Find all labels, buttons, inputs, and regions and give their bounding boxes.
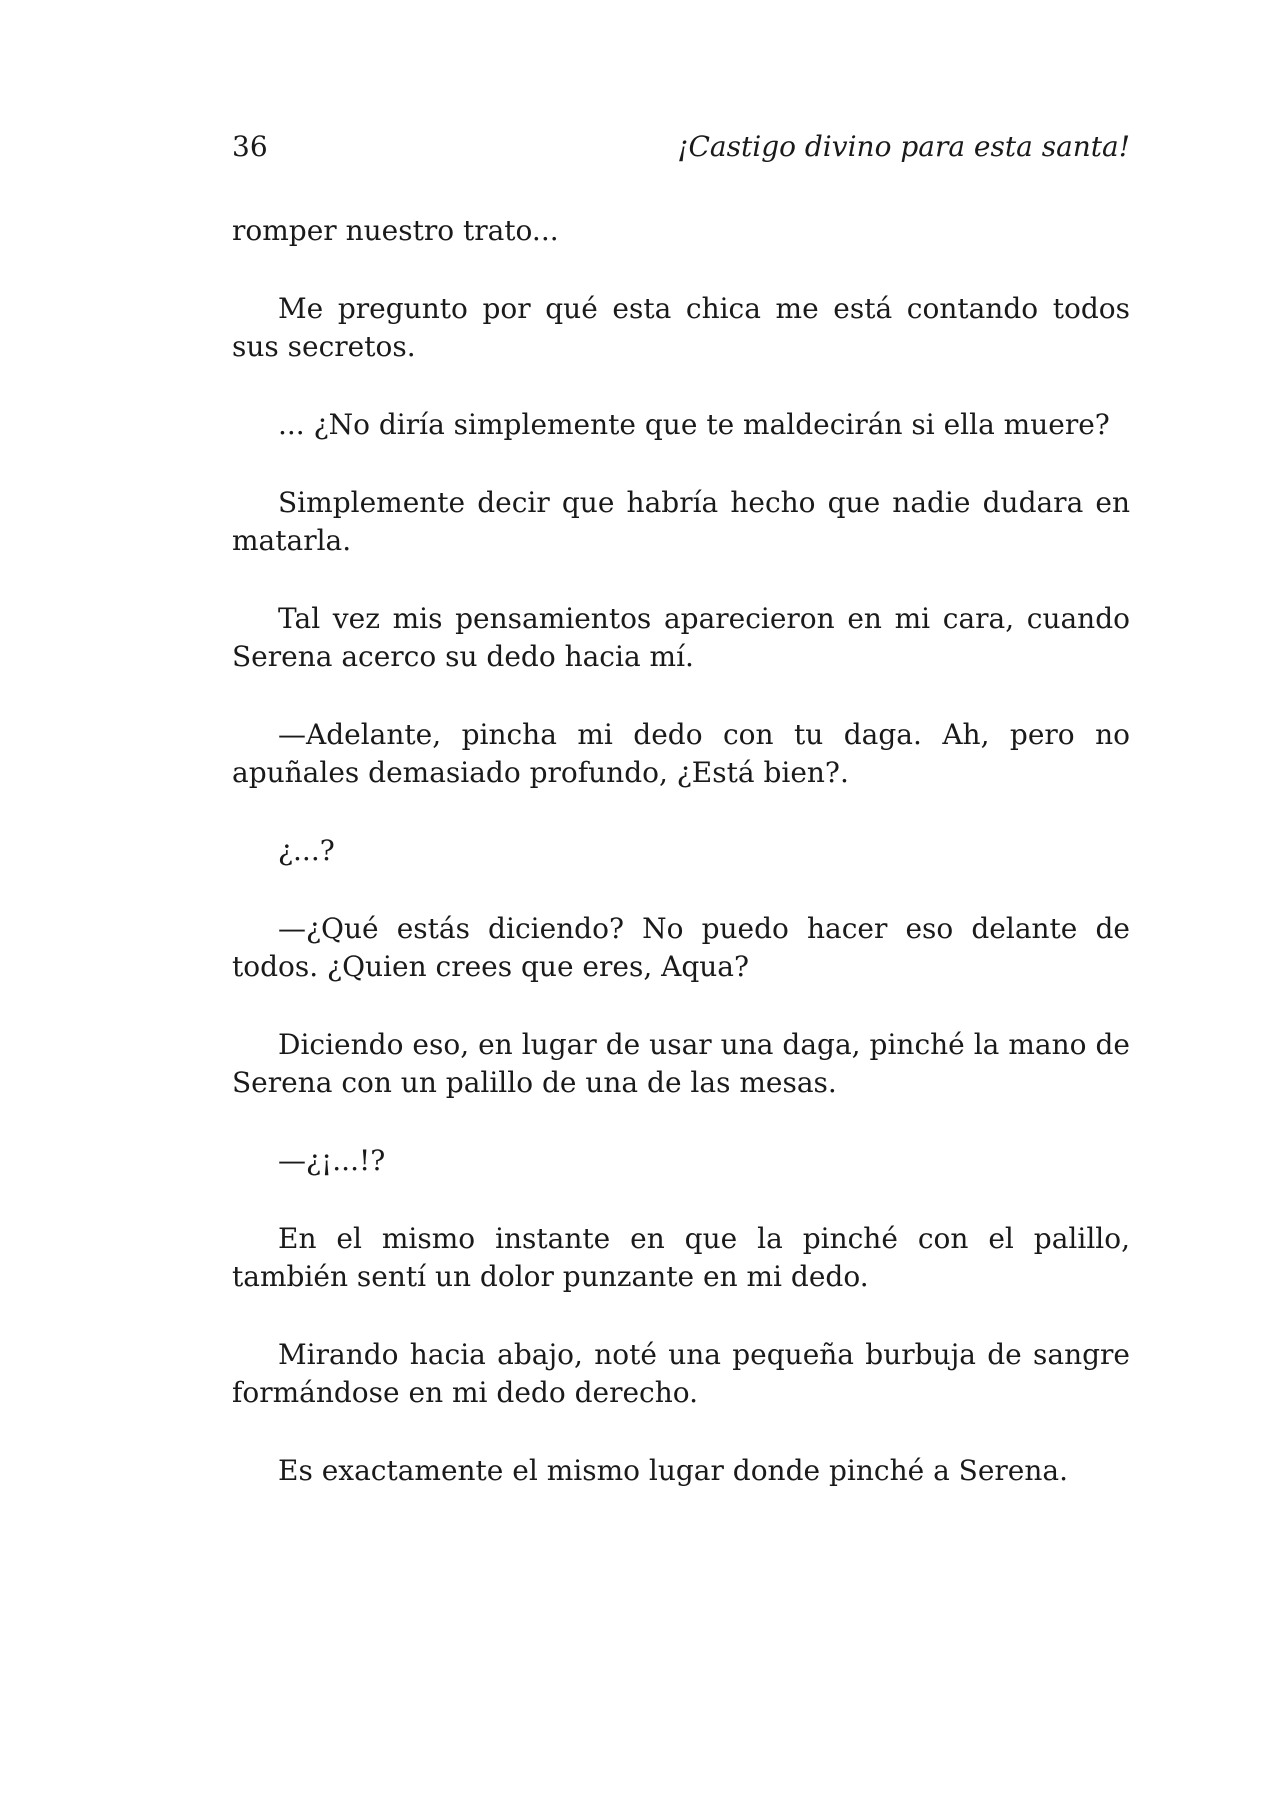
page-header: [232, 130, 1130, 170]
paragraph: ... ¿No diría simplemente que te maldecirán si ella muere?: [278, 408, 1110, 441]
paragraph: Mirando hacia abajo, noté una pequeña burbuja de sangre formándose en mi dedo derecho.: [232, 1338, 1130, 1409]
page-body: [232, 212, 1130, 1490]
paragraph: romper nuestro trato...: [232, 214, 559, 247]
book-page: [232, 130, 1130, 1530]
running-title: ¡Castigo divino para esta santa!: [677, 130, 1130, 163]
paragraph: ¿...?: [278, 834, 335, 867]
paragraph: Tal vez mis pensamientos aparecieron en mi cara, cuando Serena acerco su dedo hacia mí.: [232, 602, 1130, 673]
page-number: 36: [232, 130, 268, 163]
paragraph: Diciendo eso, en lugar de usar una daga, pinché la mano de Serena con un palillo de una de las mesas.: [232, 1028, 1130, 1099]
paragraph: En el mismo instante en que la pinché con el palillo, también sentí un dolor punzante en mi dedo.: [232, 1222, 1130, 1293]
paragraph: —¿¡...!?: [278, 1144, 386, 1177]
paragraph: Me pregunto por qué esta chica me está contando todos sus secretos.: [232, 292, 1130, 363]
paragraph: Simplemente decir que habría hecho que nadie dudara en matarla.: [232, 486, 1130, 557]
paragraph: —¿Qué estás diciendo? No puedo hacer eso delante de todos. ¿Quien crees que eres, Aqua?: [232, 912, 1130, 983]
paragraph: —Adelante, pincha mi dedo con tu daga. Ah, pero no apuñales demasiado profundo, ¿Está bien?.: [232, 718, 1130, 789]
paragraph: Es exactamente el mismo lugar donde pinché a Serena.: [278, 1454, 1069, 1487]
